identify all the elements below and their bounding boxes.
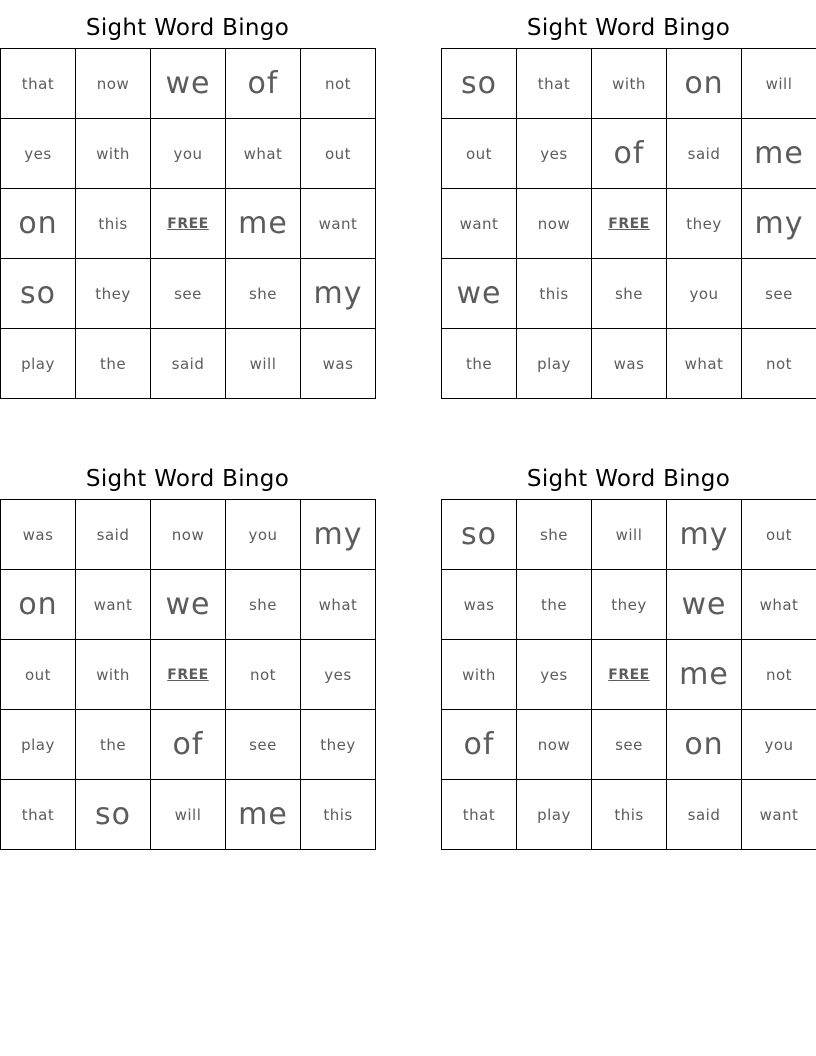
bingo-cell: the: [76, 710, 151, 780]
bingo-row: [442, 500, 816, 570]
bingo-cell: see: [151, 259, 226, 329]
bingo-cell: me: [667, 640, 742, 710]
bingo-cell: that: [1, 780, 76, 850]
bingo-row: [442, 329, 816, 399]
bingo-cell: was: [442, 570, 517, 640]
bingo-cell: play: [517, 780, 592, 850]
free-space: FREE: [151, 189, 226, 259]
bingo-cell: that: [517, 49, 592, 119]
bingo-row: [1, 49, 376, 119]
bingo-cell: play: [1, 710, 76, 780]
bingo-cell: what: [742, 570, 816, 640]
bingo-row: [1, 259, 376, 329]
bingo-cell: with: [442, 640, 517, 710]
bingo-row: [1, 500, 376, 570]
bingo-cell: out: [742, 500, 816, 570]
bingo-cell: want: [742, 780, 816, 850]
bingo-cell: yes: [1, 119, 76, 189]
bingo-row: [442, 119, 816, 189]
bingo-row: [1, 119, 376, 189]
bingo-cell: my: [667, 500, 742, 570]
bingo-cell: this: [592, 780, 667, 850]
bingo-row: [442, 49, 816, 119]
bingo-cell: was: [301, 329, 376, 399]
bingo-cell: my: [301, 500, 376, 570]
bingo-grid: [441, 499, 816, 850]
bingo-grid: [0, 499, 376, 850]
bingo-cell: see: [226, 710, 301, 780]
bingo-cell: they: [667, 189, 742, 259]
bingo-cell: me: [742, 119, 816, 189]
bingo-cell: want: [76, 570, 151, 640]
bingo-cell: not: [226, 640, 301, 710]
bingo-cell: out: [1, 640, 76, 710]
bingo-cell: my: [301, 259, 376, 329]
card-title: Sight Word Bingo: [85, 466, 290, 492]
bingo-cell: yes: [517, 640, 592, 710]
bingo-cell: play: [1, 329, 76, 399]
bingo-cell: you: [226, 500, 301, 570]
bingo-cell: now: [517, 189, 592, 259]
bingo-cell: yes: [517, 119, 592, 189]
bingo-cell: we: [151, 49, 226, 119]
bingo-cell: now: [151, 500, 226, 570]
bingo-cell: not: [742, 640, 816, 710]
bingo-cell: with: [76, 640, 151, 710]
bingo-cell: not: [301, 49, 376, 119]
bingo-cell: will: [226, 329, 301, 399]
bingo-cell: was: [1, 500, 76, 570]
bingo-row: [442, 570, 816, 640]
bingo-cell: me: [226, 780, 301, 850]
bingo-row: [1, 329, 376, 399]
bingo-cell: me: [226, 189, 301, 259]
bingo-cell: the: [442, 329, 517, 399]
bingo-cell: my: [742, 189, 816, 259]
bingo-cell: said: [76, 500, 151, 570]
card-title: Sight Word Bingo: [526, 15, 731, 41]
bingo-cell: with: [76, 119, 151, 189]
bingo-cell: see: [742, 259, 816, 329]
bingo-row: [1, 189, 376, 259]
bingo-cell: they: [76, 259, 151, 329]
bingo-cell: will: [592, 500, 667, 570]
bingo-cell: on: [1, 570, 76, 640]
bingo-cell: she: [517, 500, 592, 570]
bingo-cell: you: [742, 710, 816, 780]
bingo-cell: this: [76, 189, 151, 259]
bingo-cell: she: [226, 570, 301, 640]
bingo-grid: [441, 48, 816, 399]
bingo-cell: was: [592, 329, 667, 399]
bingo-cell: they: [301, 710, 376, 780]
bingo-cell: she: [592, 259, 667, 329]
bingo-cell: play: [517, 329, 592, 399]
bingo-row: [442, 259, 816, 329]
bingo-cell: out: [301, 119, 376, 189]
bingo-row: [442, 640, 816, 710]
bingo-cell: not: [742, 329, 816, 399]
bingo-cell: the: [76, 329, 151, 399]
bingo-cell: that: [1, 49, 76, 119]
bingo-cell: we: [151, 570, 226, 640]
bingo-cell: they: [592, 570, 667, 640]
bingo-cell: see: [592, 710, 667, 780]
bingo-cell: will: [742, 49, 816, 119]
bingo-cell: now: [517, 710, 592, 780]
free-space: FREE: [151, 640, 226, 710]
bingo-cell: yes: [301, 640, 376, 710]
bingo-row: [1, 570, 376, 640]
bingo-cell: said: [667, 119, 742, 189]
bingo-cell: the: [517, 570, 592, 640]
bingo-cell: want: [442, 189, 517, 259]
bingo-cell: this: [517, 259, 592, 329]
bingo-cell: we: [667, 570, 742, 640]
bingo-cell: of: [592, 119, 667, 189]
bingo-cell: of: [226, 49, 301, 119]
bingo-cell: want: [301, 189, 376, 259]
bingo-cell: that: [442, 780, 517, 850]
bingo-cell: of: [151, 710, 226, 780]
bingo-cell: you: [667, 259, 742, 329]
bingo-cell: what: [667, 329, 742, 399]
bingo-row: [1, 710, 376, 780]
bingo-cell: this: [301, 780, 376, 850]
bingo-cell: so: [1, 259, 76, 329]
bingo-grid: [0, 48, 376, 399]
free-space: FREE: [592, 189, 667, 259]
bingo-row: [1, 640, 376, 710]
bingo-cell: said: [151, 329, 226, 399]
bingo-row: [442, 780, 816, 850]
bingo-cell: so: [442, 49, 517, 119]
bingo-cell: what: [226, 119, 301, 189]
card-title: Sight Word Bingo: [526, 466, 731, 492]
bingo-cell: out: [442, 119, 517, 189]
bingo-cell: we: [442, 259, 517, 329]
bingo-cell: on: [667, 49, 742, 119]
bingo-cell: said: [667, 780, 742, 850]
free-space: FREE: [592, 640, 667, 710]
bingo-cell: what: [301, 570, 376, 640]
bingo-cell: she: [226, 259, 301, 329]
card-title: Sight Word Bingo: [85, 15, 290, 41]
bingo-cell: of: [442, 710, 517, 780]
bingo-cell: so: [76, 780, 151, 850]
bingo-row: [442, 189, 816, 259]
bingo-cell: now: [76, 49, 151, 119]
bingo-cell: on: [1, 189, 76, 259]
bingo-cell: with: [592, 49, 667, 119]
bingo-row: [442, 710, 816, 780]
bingo-cell: so: [442, 500, 517, 570]
bingo-cell: you: [151, 119, 226, 189]
bingo-cell: will: [151, 780, 226, 850]
bingo-row: [1, 780, 376, 850]
bingo-cell: on: [667, 710, 742, 780]
